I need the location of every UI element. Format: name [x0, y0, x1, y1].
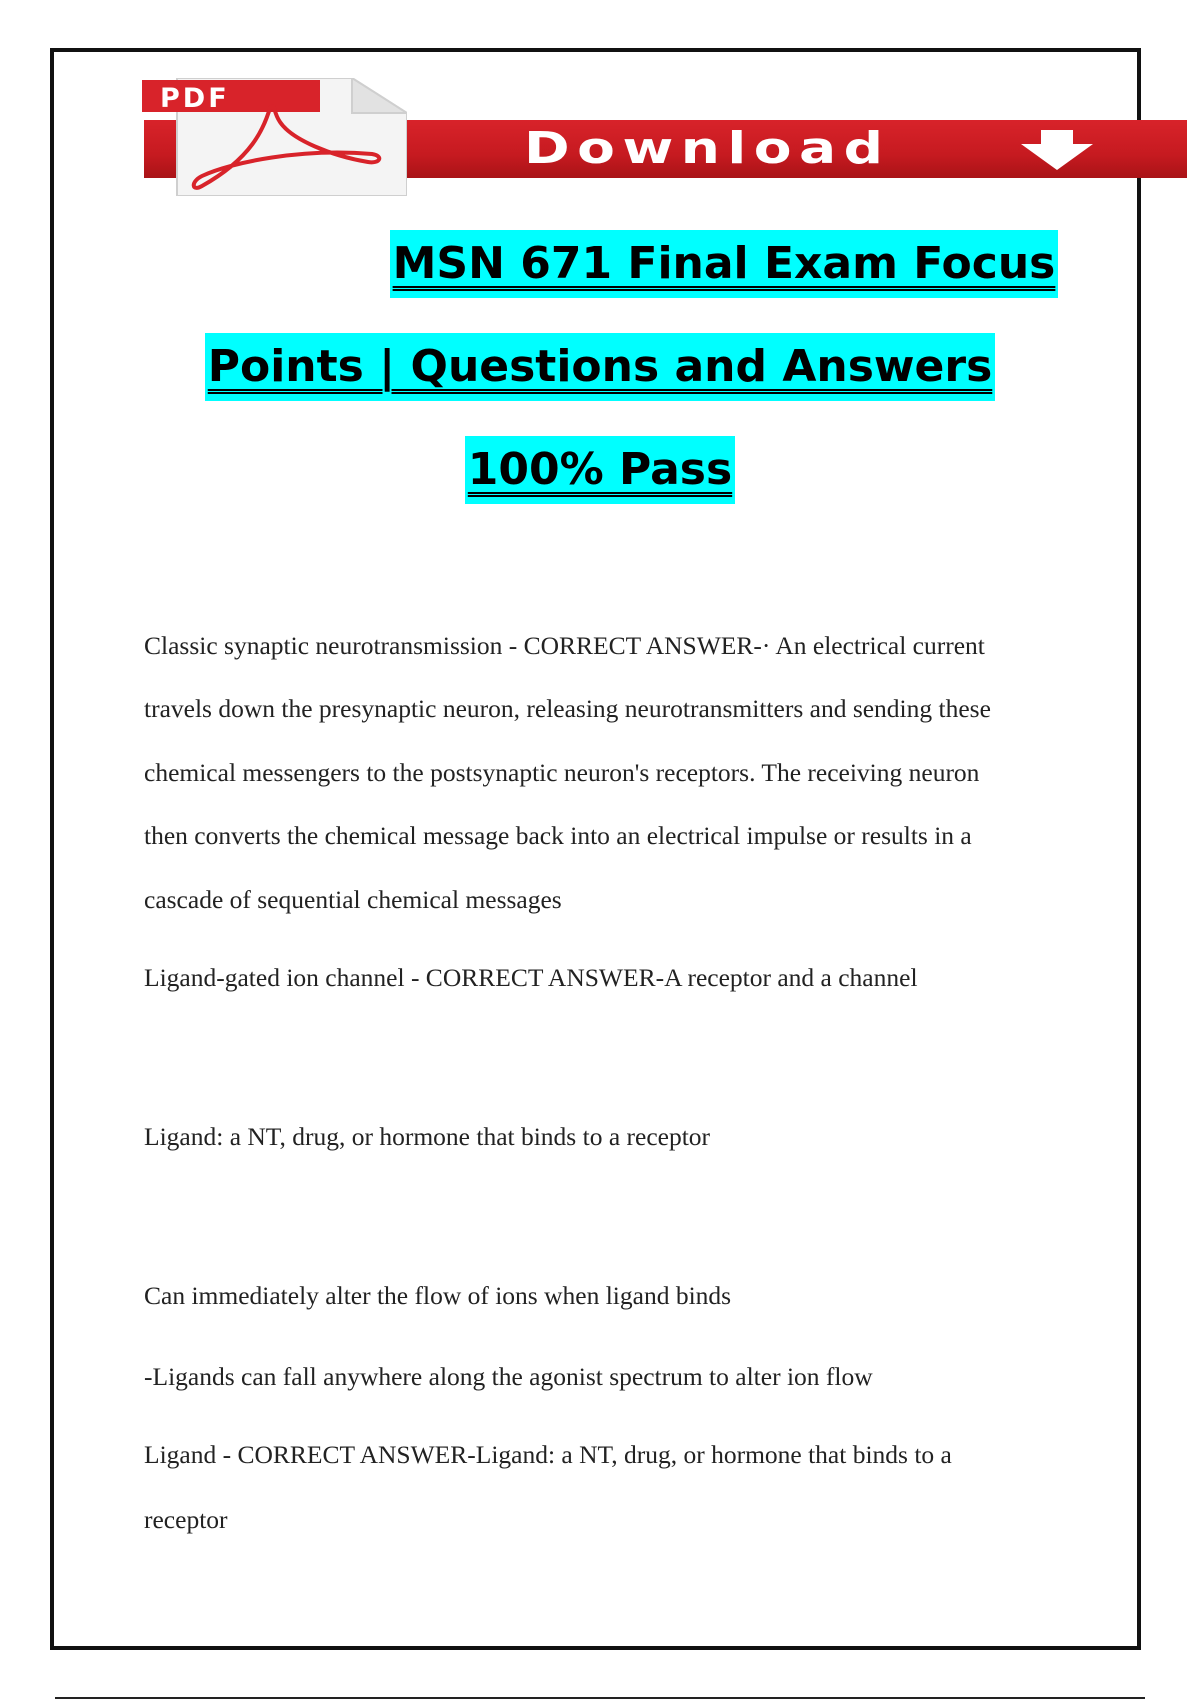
body-line: Ligand - CORRECT ANSWER-Ligand: a NT, drug, or hormone that binds to a: [144, 1440, 952, 1469]
body-line: receptor: [144, 1505, 228, 1534]
download-label[interactable]: Download: [524, 123, 891, 174]
title-line-3: 100% Pass: [465, 436, 735, 504]
download-arrow-icon[interactable]: [1019, 130, 1095, 170]
body-line: Classic synaptic neurotransmission - CORRECT ANSWER-· An electrical current: [144, 631, 985, 660]
body-line: travels down the presynaptic neuron, releasing neurotransmitters and sending these: [144, 694, 991, 723]
title-line-2: Points | Questions and Answers: [205, 333, 996, 401]
body-line: Can immediately alter the flow of ions when ligand binds: [144, 1281, 732, 1310]
body-line: Ligand-gated ion channel - CORRECT ANSWER-A receptor and a channel: [144, 963, 918, 992]
body-line: cascade of sequential chemical messages: [144, 885, 562, 914]
pdf-badge-text: PDF: [160, 83, 230, 114]
bottom-divider: [55, 1697, 1145, 1699]
body-line: Ligand: a NT, drug, or hormone that binds to a receptor: [144, 1122, 711, 1151]
body-line: -Ligands can fall anywhere along the agonist spectrum to alter ion flow: [144, 1362, 873, 1391]
pdf-file-icon: [142, 78, 407, 196]
title-line-1: MSN 671 Final Exam Focus: [390, 230, 1059, 298]
body-line: chemical messengers to the postsynaptic neuron's receptors. The receiving neuron: [144, 758, 980, 787]
body-line: then converts the chemical message back into an electrical impulse or results in a: [144, 821, 972, 850]
